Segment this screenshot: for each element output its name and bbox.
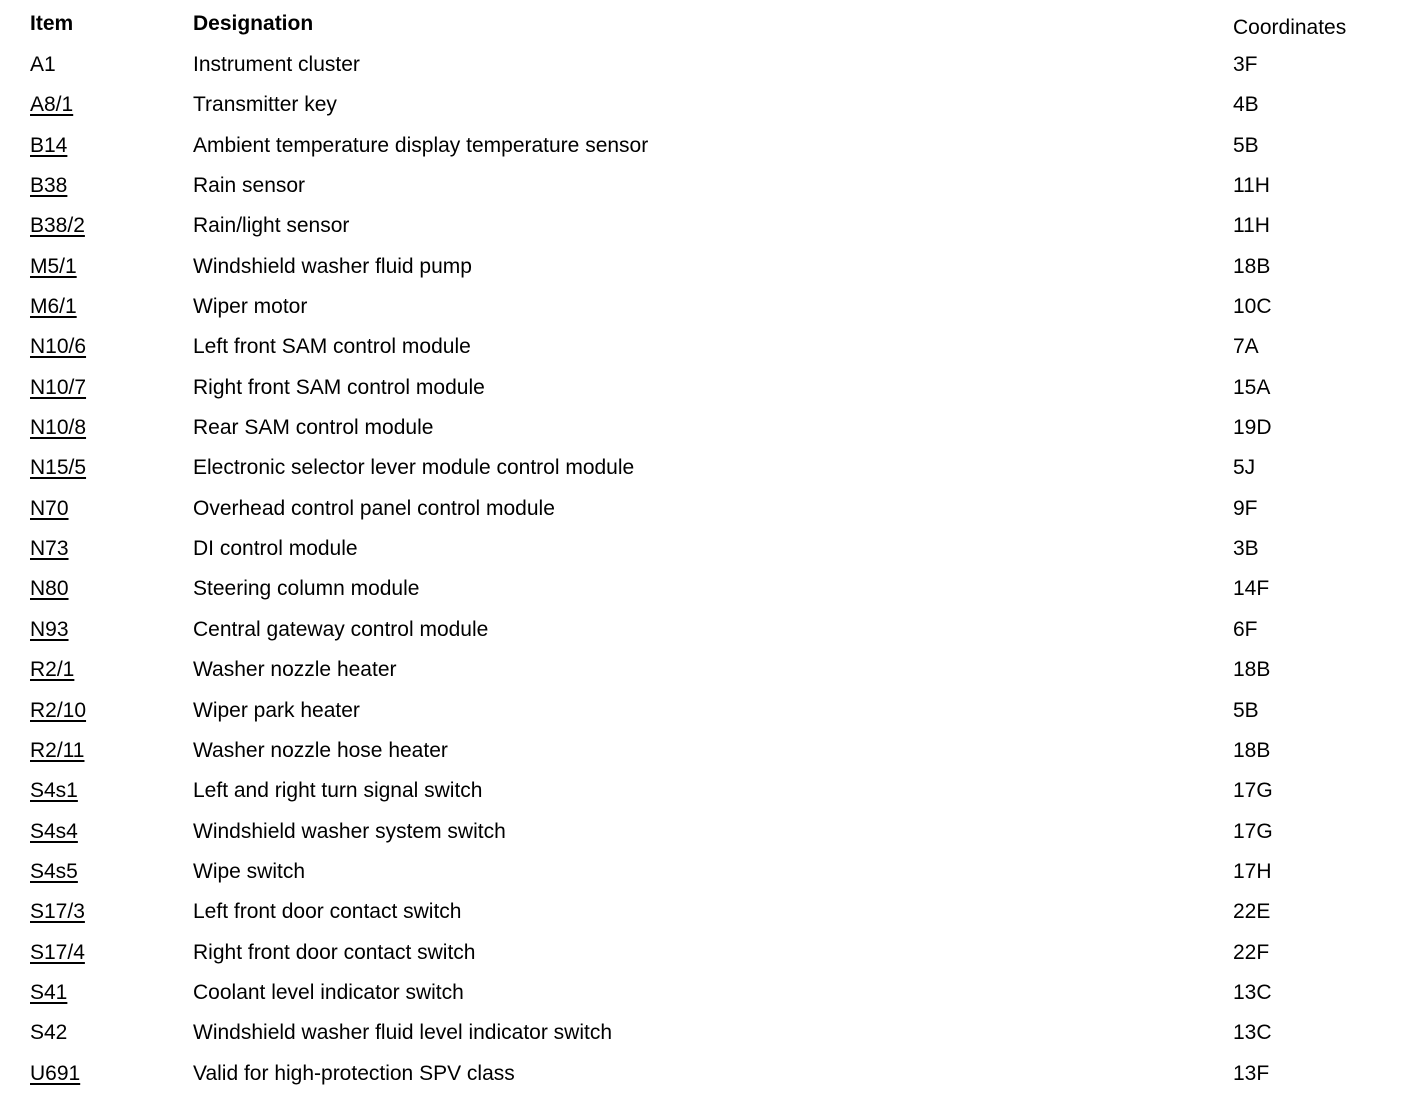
designation-cell: Washer nozzle heater — [193, 658, 397, 682]
item-code-link[interactable]: N10/6 — [30, 335, 87, 359]
designation-cell: Coolant level indicator switch — [193, 980, 464, 1004]
table-row — [0, 327, 1408, 367]
coordinates-cell: 13C — [1233, 980, 1272, 1004]
designation-column-header: Designation — [193, 12, 314, 35]
designation-cell: Right front door contact switch — [193, 940, 476, 964]
designation-cell: Ambient temperature display temperature sensor — [193, 133, 649, 157]
designation-cell: DI control module — [193, 537, 358, 561]
table-row — [0, 610, 1408, 650]
item-code-link[interactable]: M5/1 — [30, 254, 77, 278]
table-row — [0, 247, 1408, 287]
coordinates-cell: 17G — [1233, 819, 1273, 843]
item-code: A1 — [30, 53, 56, 76]
designation-cell: Steering column module — [193, 577, 420, 601]
coordinates-cell: 7A — [1233, 335, 1259, 359]
table-header — [0, 0, 1408, 46]
table-row — [0, 166, 1408, 206]
table-row — [0, 45, 1408, 85]
table-row — [0, 892, 1408, 932]
designation-cell: Windshield washer system switch — [193, 819, 506, 843]
coordinates-cell: 13C — [1233, 1021, 1272, 1045]
item-code-link[interactable]: N10/8 — [30, 416, 87, 440]
item-code-link[interactable]: N70 — [30, 496, 69, 520]
coordinates-cell: 3B — [1233, 537, 1259, 561]
coordinates-cell: 22E — [1233, 900, 1271, 924]
coordinates-cell: 13F — [1233, 1061, 1270, 1085]
coordinates-cell: 10C — [1233, 295, 1272, 319]
designation-cell: Transmitter key — [193, 93, 337, 117]
table-body — [0, 45, 1408, 1094]
table-row — [0, 812, 1408, 852]
table-row — [0, 569, 1408, 609]
item-code-link[interactable]: S4s5 — [30, 859, 78, 883]
table-row — [0, 691, 1408, 731]
table-row — [0, 933, 1408, 973]
table-row — [0, 206, 1408, 246]
coordinates-cell: 6F — [1233, 617, 1258, 641]
designation-cell: Right front SAM control module — [193, 375, 485, 399]
table-row — [0, 973, 1408, 1013]
item-code-link[interactable]: N10/7 — [30, 375, 87, 399]
table-row — [0, 650, 1408, 690]
designation-cell: Valid for high-protection SPV class — [193, 1061, 515, 1085]
coordinates-cell: 9F — [1233, 496, 1258, 520]
designation-cell: Rain/light sensor — [193, 214, 350, 238]
coordinates-cell: 22F — [1233, 940, 1270, 964]
designation-cell: Left and right turn signal switch — [193, 779, 483, 803]
table-row — [0, 1013, 1408, 1053]
item-code-link[interactable]: B38/2 — [30, 214, 85, 238]
table-row — [0, 287, 1408, 327]
designation-cell: Rain sensor — [193, 174, 306, 198]
table-row — [0, 852, 1408, 892]
item-code-link[interactable]: S41 — [30, 980, 68, 1004]
item-code-link[interactable]: A8/1 — [30, 93, 74, 117]
item-code-link[interactable]: B14 — [30, 133, 68, 157]
table-row — [0, 1054, 1408, 1094]
designation-cell: Windshield washer fluid level indicator switch — [193, 1021, 613, 1045]
table-row — [0, 408, 1408, 448]
table-row — [0, 368, 1408, 408]
coordinates-cell: 5J — [1233, 456, 1256, 480]
table-row — [0, 85, 1408, 125]
designation-cell: Wiper motor — [193, 295, 308, 319]
designation-cell: Left front SAM control module — [193, 335, 471, 359]
table-row — [0, 529, 1408, 569]
table-row — [0, 731, 1408, 771]
coordinates-cell: 14F — [1233, 577, 1270, 601]
item-code-link[interactable]: R2/10 — [30, 698, 87, 722]
designation-cell: Washer nozzle hose heater — [193, 738, 448, 762]
item-code-link[interactable]: U691 — [30, 1061, 81, 1085]
coordinates-cell: 19D — [1233, 416, 1272, 440]
designation-cell: Wiper park heater — [193, 698, 360, 722]
item-code-link[interactable]: R2/11 — [30, 738, 85, 762]
item-code: S42 — [30, 1021, 68, 1045]
designation-cell: Wipe switch — [193, 859, 306, 883]
item-code-link[interactable]: N93 — [30, 617, 69, 641]
coordinates-cell: 18B — [1233, 738, 1271, 762]
coordinates-cell: 17G — [1233, 779, 1273, 803]
item-code-link[interactable]: M6/1 — [30, 295, 77, 319]
item-code-link[interactable]: N15/5 — [30, 456, 87, 480]
item-code-link[interactable]: S17/3 — [30, 900, 85, 924]
coordinates-cell: 15A — [1233, 375, 1271, 399]
designation-cell: Overhead control panel control module — [193, 496, 555, 520]
designation-cell: Rear SAM control module — [193, 416, 434, 440]
coordinates-cell: 17H — [1233, 859, 1272, 883]
item-code-link[interactable]: S17/4 — [30, 940, 85, 964]
item-code-link[interactable]: S4s4 — [30, 819, 78, 843]
designation-cell: Central gateway control module — [193, 617, 489, 641]
coordinates-cell: 11H — [1233, 214, 1270, 238]
designation-cell: Left front door contact switch — [193, 900, 462, 924]
coordinates-cell: 5B — [1233, 133, 1259, 157]
coordinates-cell: 11H — [1233, 174, 1270, 198]
item-code-link[interactable]: N80 — [30, 577, 69, 601]
table-row — [0, 126, 1408, 166]
coordinates-cell: 5B — [1233, 698, 1259, 722]
item-code-link[interactable]: R2/1 — [30, 658, 75, 682]
coordinates-cell: 3F — [1233, 53, 1258, 76]
designation-cell: Windshield washer fluid pump — [193, 254, 472, 278]
designation-cell: Electronic selector lever module control module — [193, 456, 635, 480]
item-column-header: Item — [30, 12, 74, 35]
coordinates-column-header: Coordinates — [1233, 16, 1347, 39]
item-code-link[interactable]: N73 — [30, 537, 69, 561]
table-row — [0, 448, 1408, 488]
table-row — [0, 771, 1408, 811]
coordinates-cell: 18B — [1233, 658, 1271, 682]
designation-cell: Instrument cluster — [193, 53, 360, 76]
coordinates-cell: 4B — [1233, 93, 1259, 117]
item-code-link[interactable]: S4s1 — [30, 779, 78, 803]
item-code-link[interactable]: B38 — [30, 174, 68, 198]
table-row — [0, 489, 1408, 529]
coordinates-cell: 18B — [1233, 254, 1271, 278]
